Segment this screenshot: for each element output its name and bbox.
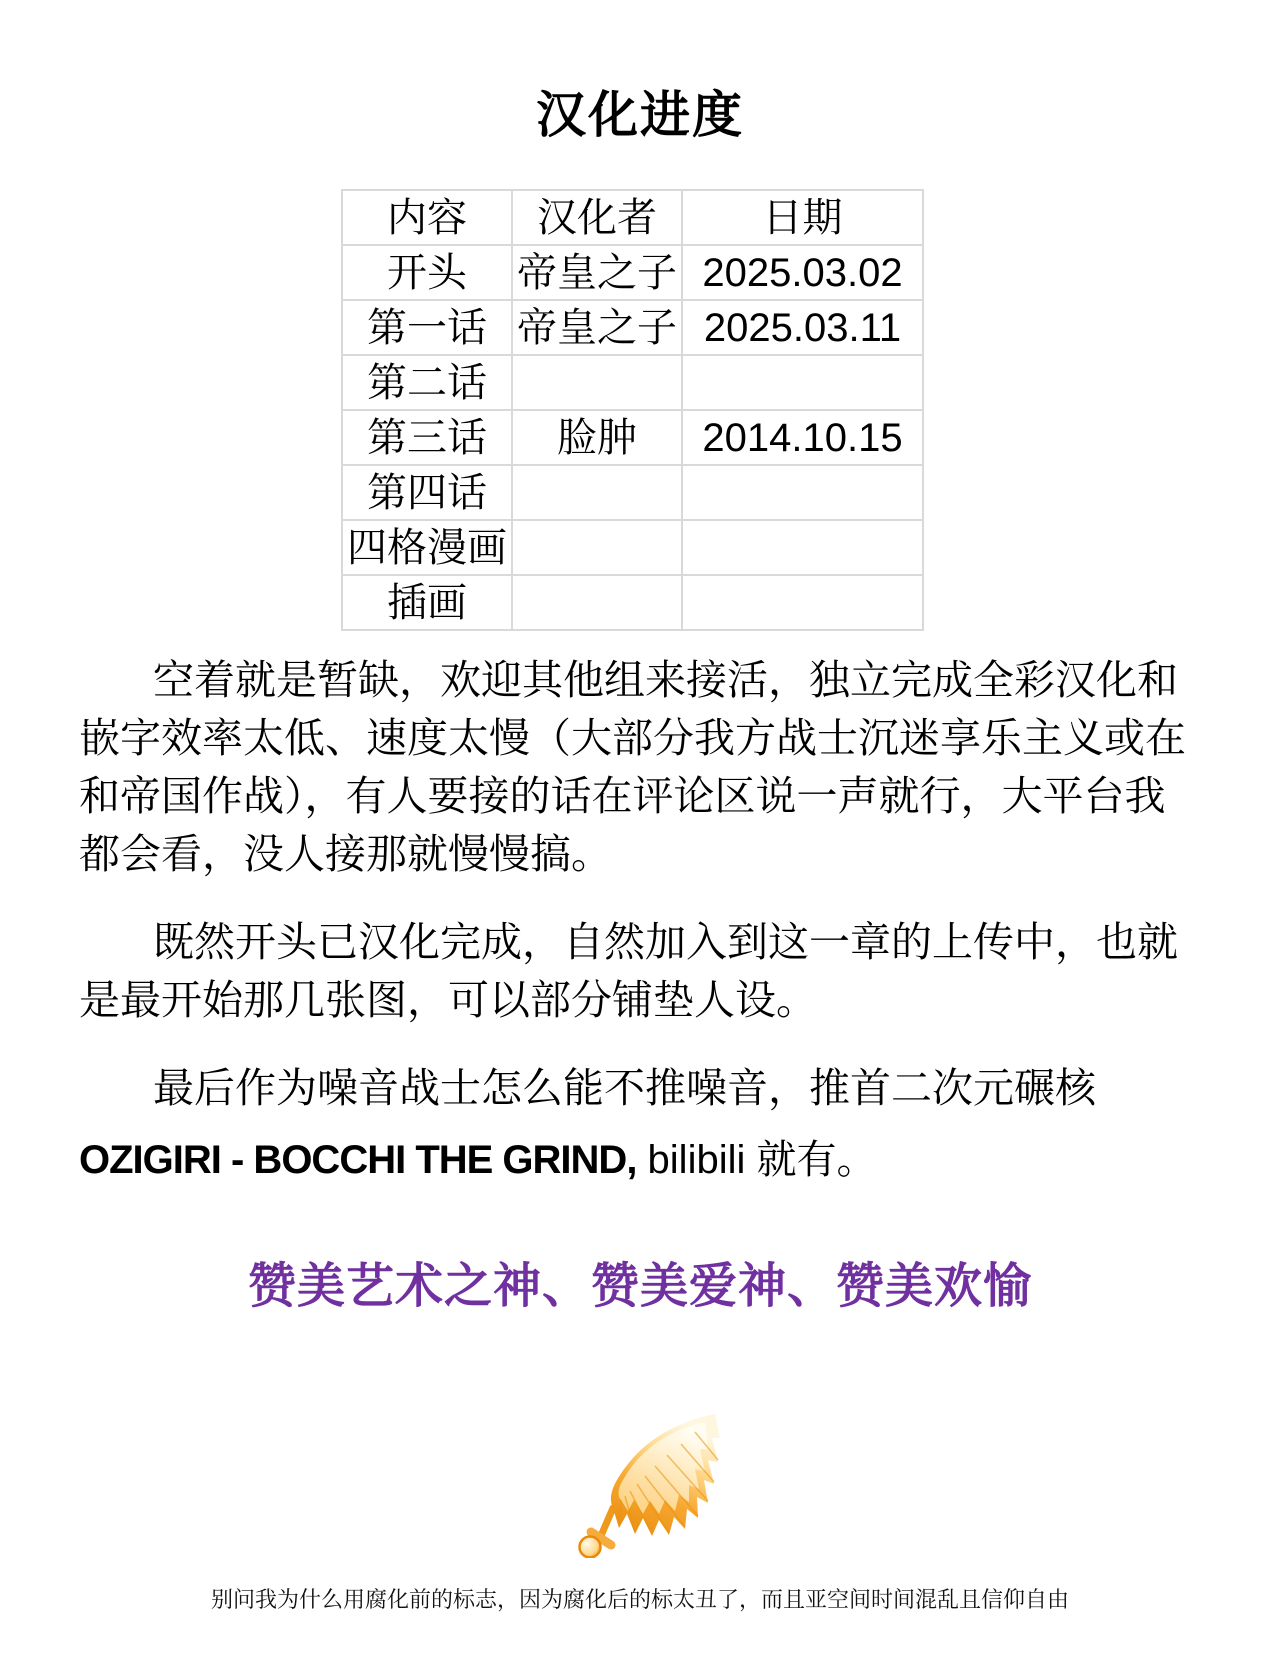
- cell-content: 第一话: [342, 300, 512, 355]
- table-row: [342, 355, 923, 410]
- paragraph-vacancy-note: 空着就是暂缺，欢迎其他组来接活，独立完成全彩汉化和嵌字效率太低、速度太慢（大部分我方战士沉迷享乐主义或在和帝国作战），有人要接的话在评论区说一声就行，大平台我都会看，没人接那就慢慢搞。: [79, 657, 1186, 877]
- paragraph-music-note: 最后作为噪音战士怎么能不推噪音，推首二次元碾核: [153, 1065, 1096, 1111]
- cell-date: 2025.03.11: [682, 300, 923, 355]
- table-header-row: [342, 190, 923, 245]
- header-cell-translator: 汉化者: [512, 190, 682, 245]
- header-cell-date: 日期: [682, 190, 923, 245]
- cell-date: [682, 575, 923, 630]
- page-title: 汉化进度: [536, 87, 744, 143]
- cell-translator: [512, 520, 682, 575]
- promo-album-title: OZIGIRI - BOCCHI THE GRIND,: [79, 1138, 637, 1182]
- table-row: [342, 465, 923, 520]
- promo-line: [79, 1131, 1189, 1189]
- cell-date: 2025.03.02: [682, 245, 923, 300]
- table-row: [342, 575, 923, 630]
- cell-translator: 帝皇之子: [512, 300, 682, 355]
- cell-translator: 帝皇之子: [512, 245, 682, 300]
- golden-wing-icon: [555, 1408, 725, 1558]
- table-row: [342, 410, 923, 465]
- paragraph-upload-note: 既然开头已汉化完成，自然加入到这一章的上传中，也就是最开始那几张图，可以部分铺垫人设。: [79, 919, 1178, 1023]
- cell-translator: 脸肿: [512, 410, 682, 465]
- cell-translator: [512, 575, 682, 630]
- progress-table: [341, 189, 924, 631]
- table-row: [342, 300, 923, 355]
- cell-date: 2014.10.15: [682, 410, 923, 465]
- cell-date: [682, 465, 923, 520]
- cell-content: 开头: [342, 245, 512, 300]
- cell-content: 插画: [342, 575, 512, 630]
- cell-translator: [512, 465, 682, 520]
- table-row: [342, 520, 923, 575]
- table-row: [342, 245, 923, 300]
- cell-content: 第四话: [342, 465, 512, 520]
- cell-translator: [512, 355, 682, 410]
- promo-availability: bilibili 就有。: [636, 1138, 877, 1182]
- cell-content: 第三话: [342, 410, 512, 465]
- cell-content: 四格漫画: [342, 520, 512, 575]
- cell-content: 第二话: [342, 355, 512, 410]
- cell-date: [682, 520, 923, 575]
- body-text-block: [79, 651, 1189, 1189]
- cell-date: [682, 355, 923, 410]
- header-cell-content: 内容: [342, 190, 512, 245]
- footer-note: 别问我为什么用腐化前的标志，因为腐化后的标太丑了，而且亚空间时间混乱且信仰自由: [210, 1587, 1069, 1612]
- praise-heading: 赞美艺术之神、赞美爱神、赞美欢愉: [247, 1260, 1032, 1313]
